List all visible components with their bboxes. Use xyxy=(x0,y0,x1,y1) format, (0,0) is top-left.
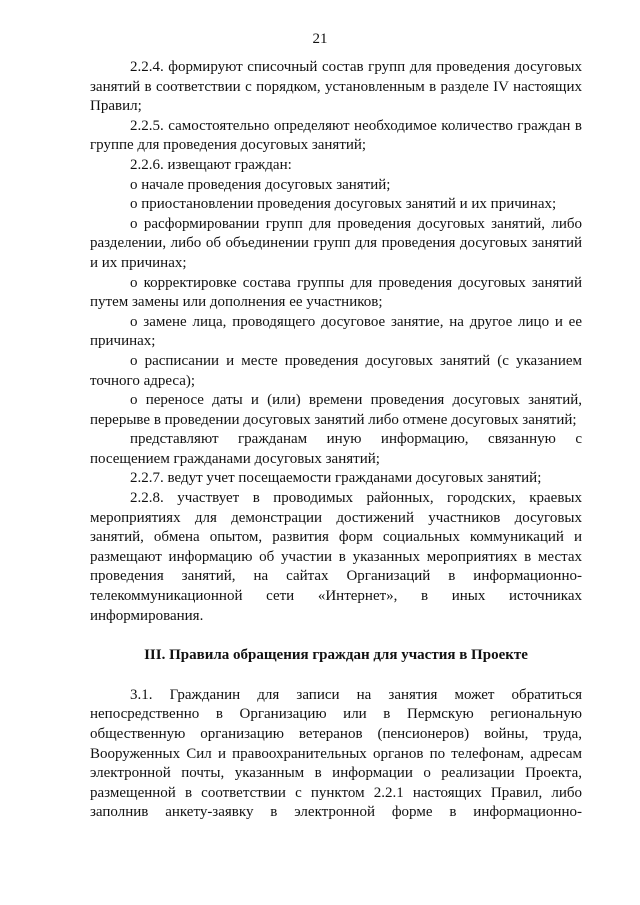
paragraph-2-2-8: 2.2.8. участвует в проводимых районных, городских, краевых мероприятиях для демонстрации достижений участников досуговых занятий, обмена опытом, развития форм социальных коммуникаций и размещают информацию об участии в указанных мероприятиях в местах проведения занятий, на сайтах Организаций в информационно-телекоммуникационной сети «Интернет», в иных источниках информирования. xyxy=(90,490,582,624)
paragraph-3-1: 3.1. Гражданин для записи на занятия может обратиться непосредственно в Организацию или в Пермскую региональную общественную организацию ветеранов (пенсионеров) войны, труда, Вооруженных Сил и правоохранительных органов по телефонам, адресам электронной почты, указанным в информации о реализации Проекта, размещенной в соответствии с пунктом 2.2.1 настоящих Правил, либо заполнив анкету-заявку в электронной форме в информационно- xyxy=(90,686,582,821)
list-item-schedule: о расписании и месте проведения досуговых занятий (с указанием точного адреса); xyxy=(90,352,582,389)
list-item-replacement: о замене лица, проводящего досуговое занятие, на другое лицо и ее причинах; xyxy=(90,313,582,350)
list-item-start: о начале проведения досуговых занятий; xyxy=(130,176,391,193)
paragraph-2-2-7: 2.2.7. ведут учет посещаемости гражданами досуговых занятий; xyxy=(130,470,542,487)
section-heading: III. Правила обращения граждан для участия в Проекте xyxy=(144,647,528,664)
paragraph-2-2-5: 2.2.5. самостоятельно определяют необходимое количество граждан в группе для проведения досуговых занятий; xyxy=(90,117,582,154)
document-body xyxy=(90,58,582,823)
paragraph-2-2-6: 2.2.6. извещают граждан: xyxy=(130,156,292,173)
list-item-rescheduling: о переносе даты и (или) времени проведения досуговых занятий, перерыве в проведении досуговых занятий либо отмене досуговых занятий; xyxy=(90,392,582,428)
list-item-disbanding: о расформировании групп для проведения досуговых занятий, либо разделении, либо об объединении групп для проведения досуговых занятий и их причинах; xyxy=(90,215,582,271)
page-number: 21 xyxy=(312,31,328,47)
list-item-adjustment: о корректировке состава группы для проведения досуговых занятий путем замены или дополнения ее участников; xyxy=(90,274,582,311)
list-item-other-info: представляют гражданам иную информацию, связанную с посещением гражданами досуговых занятий; xyxy=(90,431,582,467)
list-item-suspension: о приостановлении проведения досуговых занятий и их причинах; xyxy=(130,196,557,213)
paragraph-2-2-4: 2.2.4. формируют списочный состав групп для проведения досуговых занятий в соответствии с порядком, установленным в разделе IV настоящих Правил; xyxy=(90,59,582,115)
